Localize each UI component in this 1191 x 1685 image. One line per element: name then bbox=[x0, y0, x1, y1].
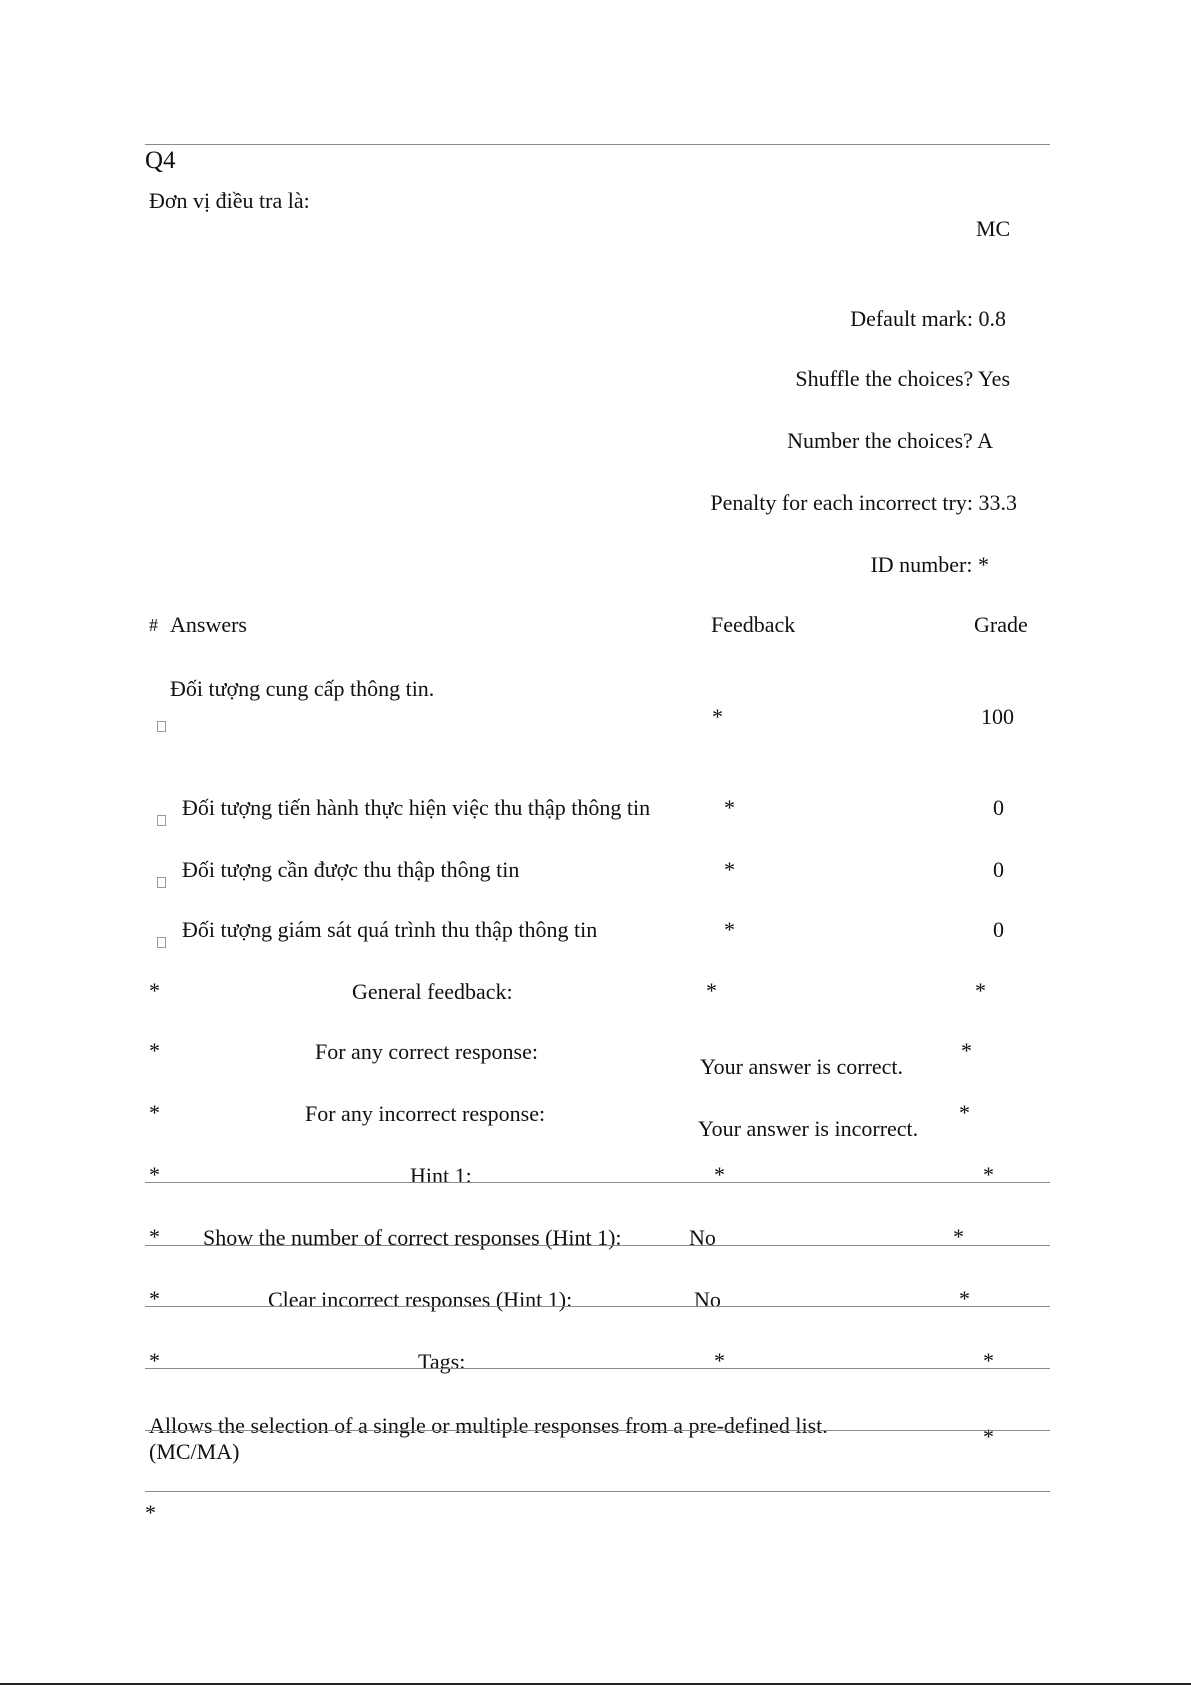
answer-checkbox[interactable] bbox=[157, 721, 166, 732]
answer-feedback: * bbox=[724, 917, 735, 942]
row-divider bbox=[145, 1306, 1050, 1307]
default-mark: Default mark: 0.8 bbox=[850, 306, 1006, 331]
final-marker: * bbox=[145, 1500, 156, 1525]
row-marker: * bbox=[149, 1224, 160, 1249]
hint1-value: * bbox=[714, 1162, 725, 1187]
correct-feedback-label: For any correct response: bbox=[315, 1039, 538, 1064]
question-type: MC bbox=[976, 216, 1011, 241]
number-choices: Number the choices? A bbox=[787, 428, 993, 453]
row-marker: * bbox=[149, 1348, 160, 1373]
incorrect-feedback-label: For any incorrect response: bbox=[305, 1101, 546, 1126]
tags-label: Tags: bbox=[418, 1349, 466, 1374]
row-marker: * bbox=[149, 978, 160, 1003]
answer-checkbox[interactable] bbox=[157, 815, 166, 826]
answer-grade: 0 bbox=[993, 795, 1004, 820]
header-feedback: Feedback bbox=[711, 612, 796, 637]
row-divider bbox=[145, 1245, 1050, 1246]
row-end-marker: * bbox=[983, 1424, 994, 1449]
answer-grade: 100 bbox=[981, 704, 1014, 729]
answer-text: Đối tượng cung cấp thông tin. bbox=[170, 676, 435, 701]
answer-checkbox[interactable] bbox=[157, 937, 166, 948]
header-grade: Grade bbox=[974, 612, 1028, 637]
row-divider bbox=[145, 1368, 1050, 1369]
answer-grade: 0 bbox=[993, 857, 1004, 882]
answer-text: Đối tượng tiến hành thực hiện việc thu thập thông tin bbox=[182, 795, 651, 820]
question-type-abbrev: (MC/MA) bbox=[149, 1439, 240, 1464]
correct-feedback-value: Your answer is correct. bbox=[700, 1054, 904, 1079]
header-answers: Answers bbox=[170, 612, 247, 637]
question-number: Q4 bbox=[145, 147, 176, 174]
row-end-marker: * bbox=[959, 1100, 970, 1125]
row-marker: * bbox=[149, 1162, 160, 1187]
penalty: Penalty for each incorrect try: 33.3 bbox=[710, 490, 1017, 515]
general-feedback-value: * bbox=[706, 978, 717, 1003]
row-divider bbox=[145, 1182, 1050, 1183]
clear-incorrect-label: Clear incorrect responses (Hint 1): bbox=[268, 1287, 573, 1312]
section-divider bbox=[145, 1491, 1050, 1492]
id-number: ID number: * bbox=[870, 552, 989, 577]
question-text: Đơn vị điều tra là: bbox=[149, 188, 310, 213]
row-divider bbox=[145, 1430, 1050, 1431]
answer-text: Đối tượng giám sát quá trình thu thập thông tin bbox=[182, 917, 598, 942]
row-end-marker: * bbox=[959, 1286, 970, 1311]
row-end-marker: * bbox=[975, 978, 986, 1003]
general-feedback-label: General feedback: bbox=[352, 979, 513, 1004]
incorrect-feedback-value: Your answer is incorrect. bbox=[698, 1116, 919, 1141]
hint1-label: Hint 1: bbox=[410, 1163, 472, 1188]
row-marker: * bbox=[149, 1100, 160, 1125]
answer-grade: 0 bbox=[993, 917, 1004, 942]
answer-text: Đối tượng cần được thu thập thông tin bbox=[182, 857, 520, 882]
answer-feedback: * bbox=[712, 704, 723, 729]
show-correct-count-label: Show the number of correct responses (Hint 1): bbox=[203, 1225, 622, 1250]
row-end-marker: * bbox=[983, 1348, 994, 1373]
row-marker: * bbox=[149, 1038, 160, 1063]
row-end-marker: * bbox=[983, 1162, 994, 1187]
row-end-marker: * bbox=[953, 1224, 964, 1249]
answer-checkbox[interactable] bbox=[157, 877, 166, 888]
tags-value: * bbox=[714, 1348, 725, 1373]
header-hash: # bbox=[149, 615, 158, 635]
question-type-description: Allows the selection of a single or multiple responses from a pre-defined list. bbox=[149, 1413, 828, 1438]
answer-feedback: * bbox=[724, 795, 735, 820]
row-marker: * bbox=[149, 1286, 160, 1311]
clear-incorrect-value: No bbox=[694, 1287, 721, 1312]
answer-feedback: * bbox=[724, 857, 735, 882]
show-correct-count-value: No bbox=[689, 1225, 716, 1250]
top-divider bbox=[145, 144, 1050, 145]
shuffle-choices: Shuffle the choices? Yes bbox=[795, 366, 1010, 391]
row-end-marker: * bbox=[961, 1038, 972, 1063]
